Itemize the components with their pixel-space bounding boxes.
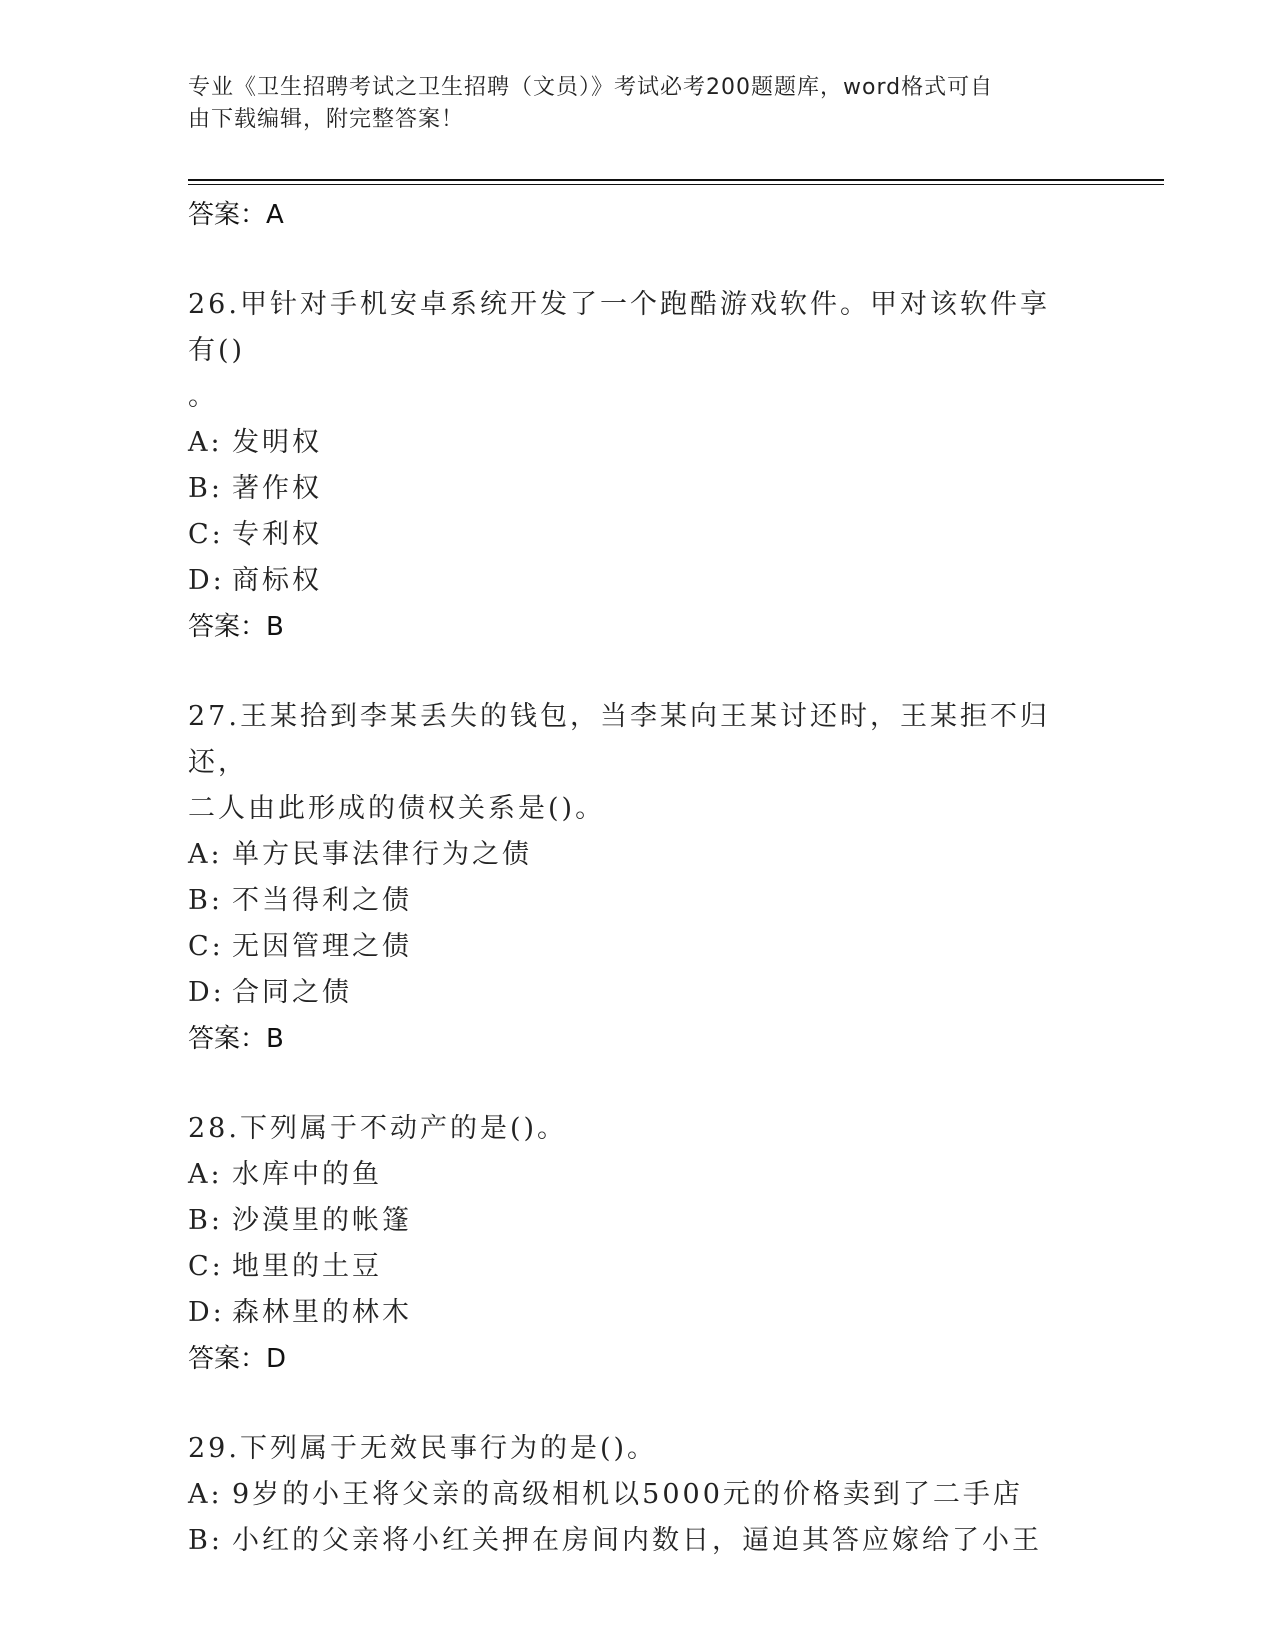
option-letter: C: [188,1251,224,1282]
question-list [188,188,1088,1564]
question-text: 28.下列属于不动产的是()。 [188,1113,568,1144]
question-27 [188,694,1088,1062]
option-text: 沙漠里的帐篷 [232,1205,412,1236]
option-letter: B: [188,885,223,916]
option-c [188,924,1088,970]
option-text: 不当得利之债 [232,885,412,916]
option-text: 商标权 [232,565,322,596]
option-text: 森林里的林木 [232,1297,412,1328]
option-text: 著作权 [232,473,322,504]
option-letter: D: [188,565,225,596]
option-text: 无因管理之债 [232,931,412,962]
header-divider-thick [188,179,1164,181]
option-a [188,1472,1088,1518]
answer-label: 答案：A [188,200,284,230]
question-text: 27.王某拾到李某丢失的钱包，当李某向王某讨还时，王某拒不归还， [188,701,1050,778]
header-divider-thin [188,184,1164,185]
option-letter: C: [188,519,224,550]
option-b [188,466,1088,512]
option-letter: A: [188,1159,223,1190]
question-26 [188,282,1088,650]
option-b [188,1518,1088,1564]
question-text: 29.下列属于无效民事行为的是()。 [188,1433,658,1464]
question-text: 26.甲针对手机安卓系统开发了一个跑酷游戏软件。甲对该软件享有() [188,289,1050,366]
option-d [188,1290,1088,1336]
option-text: 小红的父亲将小红关押在房间内数日，逼迫其答应嫁给了小王 [232,1525,1042,1556]
option-d [188,558,1088,604]
question-text-continued: 。 [188,381,218,412]
option-text: 单方民事法律行为之债 [232,839,532,870]
option-a [188,420,1088,466]
option-text: 专利权 [232,519,322,550]
option-b [188,1198,1088,1244]
question-28 [188,1106,1088,1382]
option-letter: A: [188,1479,223,1510]
option-text: 合同之债 [232,977,352,1008]
option-letter: D: [188,977,225,1008]
option-b [188,878,1088,924]
option-letter: B: [188,473,223,504]
option-text: 地里的土豆 [232,1251,382,1282]
option-a [188,832,1088,878]
header-line-1: 专业《卫生招聘考试之卫生招聘（文员）》考试必考200题题库，word格式可自 [188,75,994,100]
option-letter: B: [188,1205,223,1236]
option-text: 9岁的小王将父亲的高级相机以5000元的价格卖到了二手店 [232,1479,1023,1510]
question-text-continued: 二人由此形成的债权关系是()。 [188,793,606,824]
option-letter: D: [188,1297,225,1328]
option-c [188,1244,1088,1290]
option-letter: B: [188,1525,223,1556]
option-text: 发明权 [232,427,322,458]
option-c [188,512,1088,558]
option-d [188,970,1088,1016]
option-letter: C: [188,931,224,962]
answer-label: 答案：D [188,1344,287,1374]
option-a [188,1152,1088,1198]
header-line-2: 由下载编辑，附完整答案！ [188,107,465,132]
answer-label: 答案：B [188,1024,284,1054]
question-29 [188,1426,1088,1564]
answer-label: 答案：B [188,612,284,642]
option-text: 水库中的鱼 [232,1159,382,1190]
option-letter: A: [188,427,223,458]
option-letter: A: [188,839,223,870]
document-header [188,72,1088,136]
